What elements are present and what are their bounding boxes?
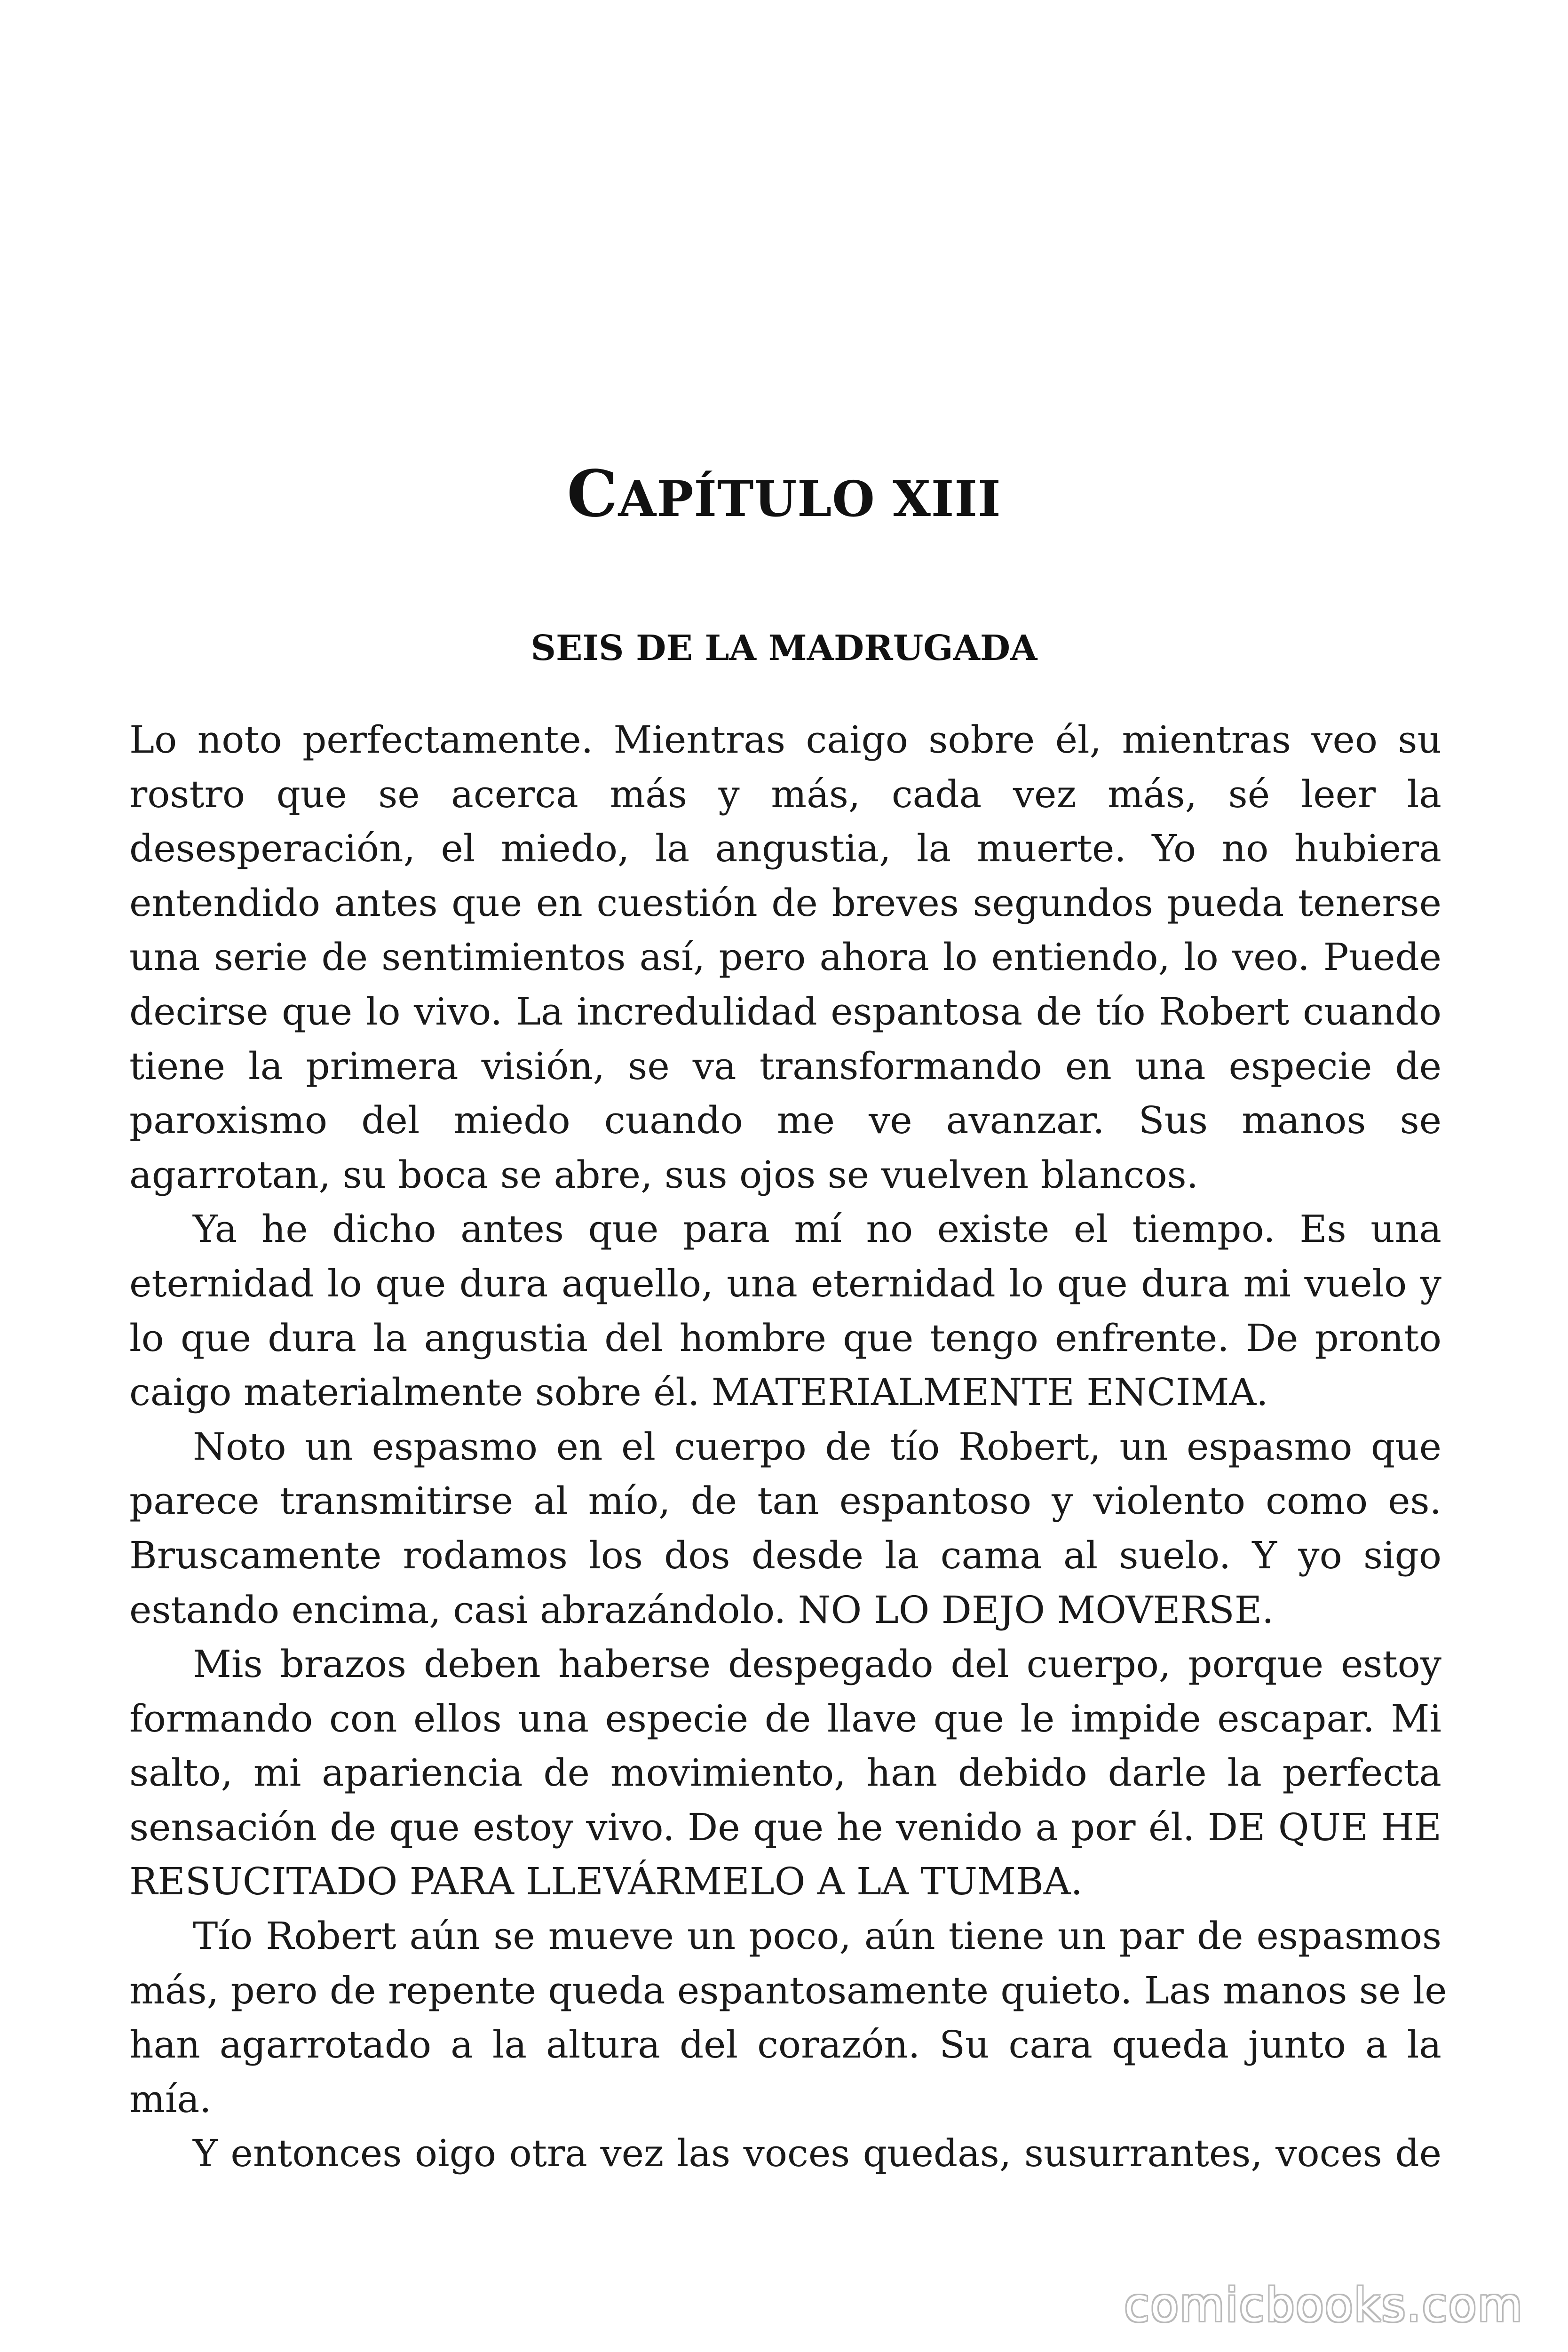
text-line: parece transmitirse al mío, de tan espantoso y violento como es. xyxy=(129,1479,1441,1523)
paragraph xyxy=(129,1202,1441,1419)
paragraph xyxy=(129,1420,1441,1637)
text-line: rostro que se acerca más y más, cada vez más, sé leer la xyxy=(129,772,1441,816)
watermark: comicbooks.com xyxy=(1124,2279,1523,2332)
text-line: lo que dura la angustia del hombre que tengo enfrente. De pronto xyxy=(129,1316,1441,1360)
text-line: Tío Robert aún se mueve un poco, aún tiene un par de espasmos xyxy=(193,1914,1441,1958)
text-line: Mis brazos deben haberse despegado del cuerpo, porque estoy xyxy=(193,1642,1441,1686)
text-line: una serie de sentimientos así, pero ahora lo entiendo, lo veo. Puede xyxy=(129,935,1441,979)
text-line: desesperación, el miedo, la angustia, la muerte. Yo no hubiera xyxy=(129,826,1441,871)
chapter-body-text xyxy=(129,713,1447,2181)
paragraph xyxy=(129,1637,1441,1909)
text-line: RESUCITADO PARA LLEVÁRMELO A LA TUMBA. xyxy=(129,1859,1083,1904)
text-line: salto, mi apariencia de movimiento, han debido darle la perfecta xyxy=(129,1751,1441,1795)
text-line: Bruscamente rodamos los dos desde la cama al suelo. Y yo sigo xyxy=(129,1533,1441,1577)
text-line: mía. xyxy=(129,2077,212,2121)
text-line: Lo noto perfectamente. Mientras caigo sobre él, mientras veo su xyxy=(129,718,1441,762)
text-line: paroxismo del miedo cuando me ve avanzar. Sus manos se xyxy=(129,1098,1441,1143)
text-line: eternidad lo que dura aquello, una eternidad lo que dura mi vuelo y xyxy=(129,1261,1441,1305)
paragraph xyxy=(129,713,1441,1202)
text-line: formando con ellos una especie de llave que le impide escapar. Mi xyxy=(129,1696,1441,1740)
text-line: tiene la primera visión, se va transformando en una especie de xyxy=(129,1044,1441,1088)
text-line: más, pero de repente queda espantosamente quieto. Las manos se le xyxy=(129,1968,1447,2012)
text-line: sensación de que estoy vivo. De que he venido a por él. DE QUE HE xyxy=(129,1805,1441,1849)
text-line: han agarrotado a la altura del corazón. Su cara queda junto a la xyxy=(129,2023,1441,2067)
text-line: Ya he dicho antes que para mí no existe el tiempo. Es una xyxy=(193,1207,1441,1251)
text-line: agarrotan, su boca se abre, sus ojos se vuelven blancos. xyxy=(129,1152,1199,1197)
text-line: decirse que lo vivo. La incredulidad espantosa de tío Robert cuando xyxy=(129,989,1441,1033)
chapter-title-rest: APÍTULO XIII xyxy=(618,470,1001,528)
chapter-title xyxy=(0,452,1568,541)
paragraph xyxy=(129,1909,1447,2126)
chapter-title-initial: C xyxy=(567,456,618,532)
paragraph xyxy=(129,2126,1441,2181)
text-line: entendido antes que en cuestión de breves segundos pueda tenerse xyxy=(129,881,1441,925)
text-line: caigo materialmente sobre él. MATERIALMENTE ENCIMA. xyxy=(129,1370,1268,1414)
text-line: Noto un espasmo en el cuerpo de tío Robert, un espasmo que xyxy=(193,1424,1441,1469)
text-line: Y entonces oigo otra vez las voces quedas, susurrantes, voces de xyxy=(193,2131,1441,2176)
chapter-subtitle: SEIS DE LA MADRUGADA xyxy=(531,628,1037,668)
text-line: estando encima, casi abrazándolo. NO LO DEJO MOVERSE. xyxy=(129,1588,1274,1632)
